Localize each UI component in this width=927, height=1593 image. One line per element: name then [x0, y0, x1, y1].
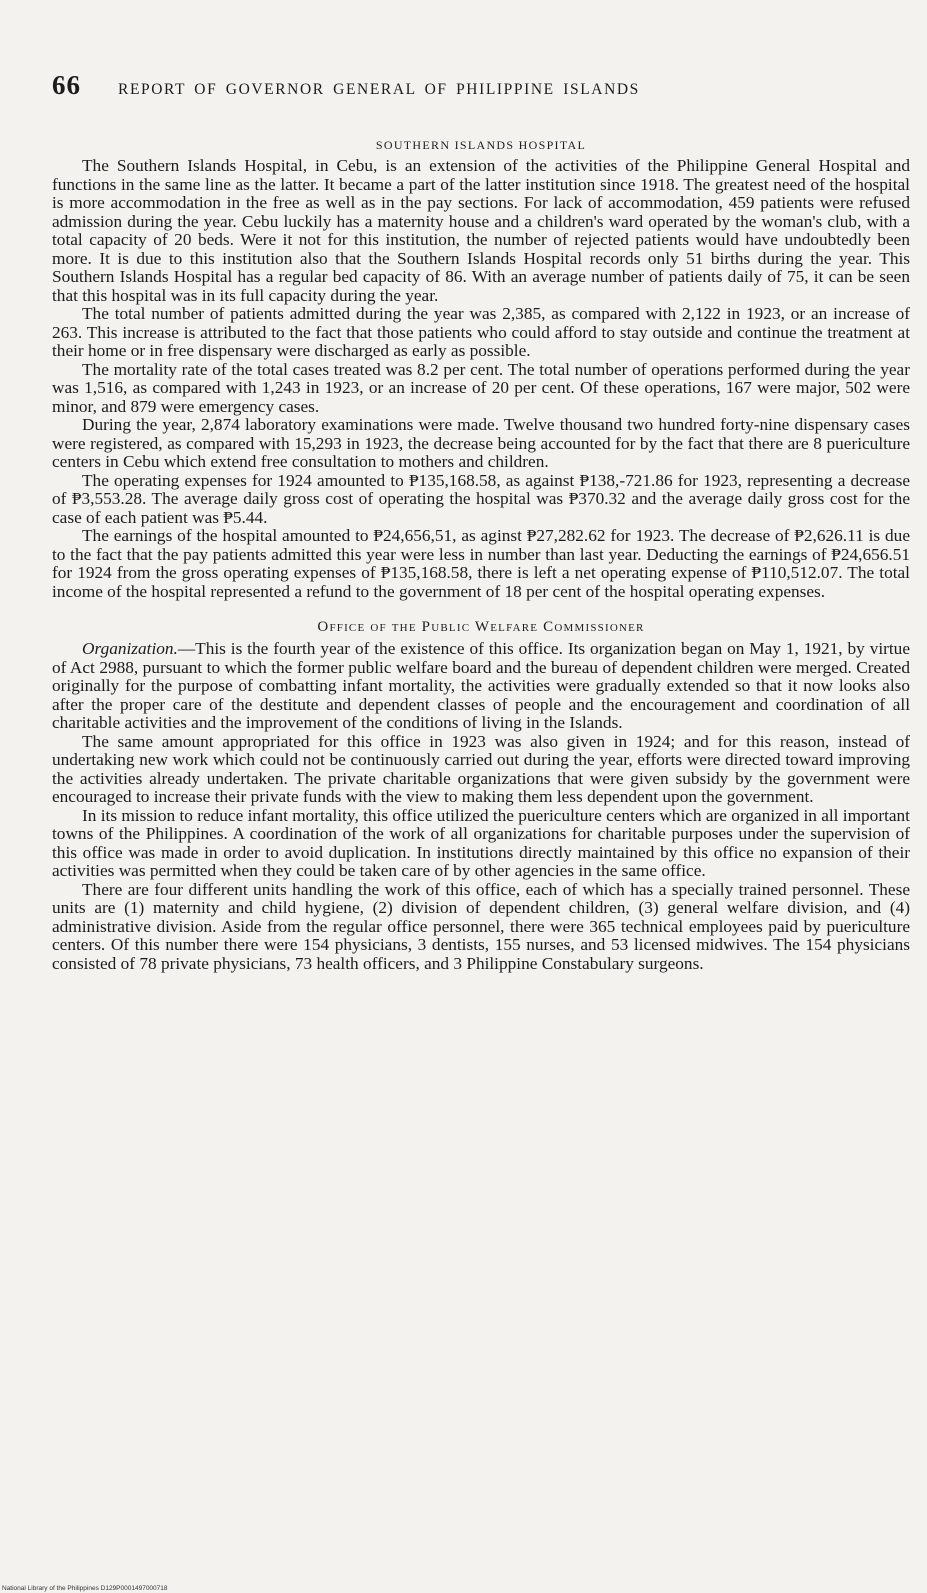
running-title: REPORT OF GOVERNOR GENERAL OF PHILIPPINE ISLANDS: [118, 81, 640, 98]
paragraph: The Southern Islands Hospital, in Cebu, is an extension of the activities of the Philippine General Hospital and functions in the same line as the latter. It became a part of the latter institution since 1918. The greatest need of the hospital is more accommodation in the free as well as in the pay sections. For lack of accommodation, 459 patients were refused admission during the year. Cebu luckily has a maternity house and a children's ward operated by the woman's club, with a total capacity of 20 beds. Were it not for this institution, the number of rejected patients would have undoubtedly been more. It is due to this institution also that the Southern Islands Hospital records only 51 births during the year. This Southern Islands Hospital has a regular bed capacity of 86. With an average number of patients daily of 75, it can be seen that this hospital was in its full capacity during the year.: [52, 156, 910, 305]
paragraph: During the year, 2,874 laboratory examinations were made. Twelve thousand two hundred forty-nine dispensary cases were registered, as compared with 15,293 in 1923, the decrease being accounted for by the fact that there are 8 puericulture centers in Cebu which extend free consultation to mothers and children.: [52, 415, 910, 471]
scan-footer: National Library of the Philippines D129P0001497000718: [2, 1585, 168, 1592]
page-number: 66: [52, 70, 81, 100]
paragraph: The same amount appropriated for this office in 1923 was also given in 1924; and for this reason, instead of undertaking new work which could not be continuously carried out during the year, efforts were directed toward improving the activities already undertaken. The private charitable organizations that were given subsidy by the government were encouraged to increase their private funds with the view to making them less dependent upon the government.: [52, 731, 910, 806]
paragraph-text: This is the fourth year of the existence of this office. Its organization began on May 1, 1921, by virtue of Act 2988, pursuant to which the former public welfare board and the bureau of dependent children were merged. Created originally for the purpose of combatting infant mortality, the activities were gradually extended so that it now looks also after the proper care of the destitute and dependent classes of people and the encouragement and coordination of all charitable activities and the improvement of the conditions of living in the Islands.: [52, 639, 910, 732]
paragraph: The earnings of the hospital amounted to ₱24,656,51, as aginst ₱27,282.62 for 1923. The decrease of ₱2,626.11 is due to the fact that the pay patients admitted this year were less in number than last year. Deducting the earnings of ₱24,656.51 for 1924 from the gross operating expenses of ₱135,168.58, there is left a net operating expense of ₱110,512.07. The total income of the hospital represented a refund to the government of 18 per cent of the hospital operating expenses.: [52, 526, 910, 601]
document-page: [52, 70, 910, 973]
paragraph: The total number of patients admitted during the year was 2,385, as compared with 2,122 in 1923, or an increase of 263. This increase is attributed to the fact that those patients who could afford to stay outside and continue the treatment at their home or in free dispensary were discharged as early as possible.: [52, 304, 910, 360]
run-in-heading: Organization.: [82, 639, 178, 658]
em-dash: —: [177, 639, 196, 658]
paragraph: In its mission to reduce infant mortality, this office utilized the puericulture centers which are organized in all important towns of the Philippines. A coordination of the work of all organizations for charitable purposes under the supervision of this office was made in order to avoid duplication. In institutions directly maintained by this office no expansion of their activities was permitted when they could be taken care of by other agencies in the same office.: [52, 805, 910, 880]
paragraph: The operating expenses for 1924 amounted to ₱135,168.58, as against ₱138,-721.86 for 1923, representing a decrease of ₱3,553.28. The average daily gross cost of operating the hospital was ₱370.32 and the average daily gross cost for the case of each patient was ₱5.44.: [52, 470, 910, 527]
section-heading-southern-islands-hospital: SOUTHERN ISLANDS HOSPITAL: [375, 138, 587, 152]
paragraph: There are four different units handling the work of this office, each of which has a specially trained personnel. These units are (1) maternity and child hygiene, (2) division of dependent children, (3) general welfare division, and (4) administrative division. Aside from the regular office personnel, there were 365 technical employees paid by puericulture centers. Of this number there were 154 physicians, 3 dentists, 155 nurses, and 53 licensed midwives. The 154 physicians consisted of 78 private physicians, 73 health officers, and 3 Philippine Constabulary surgeons.: [52, 879, 910, 973]
running-head: [52, 70, 910, 110]
paragraph-organization: [52, 640, 910, 733]
section-heading-public-welfare: Office of the Public Welfare Commissioner: [317, 619, 645, 635]
paragraph: The mortality rate of the total cases treated was 8.2 per cent. The total number of operations performed during the year was 1,516, as compared with 1,243 in 1923, or an increase of 20 per cent. Of these operations, 167 were major, 502 were minor, and 879 were emergency cases.: [52, 359, 910, 416]
